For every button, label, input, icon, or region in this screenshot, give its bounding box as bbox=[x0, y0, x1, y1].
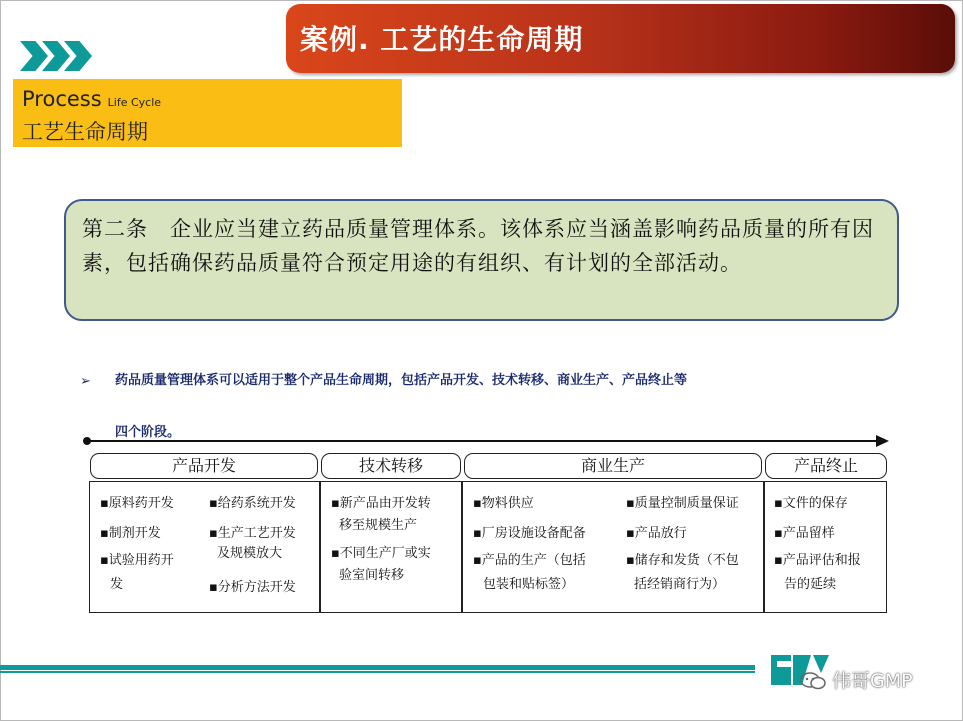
list-item: ▪分析方法开发 bbox=[209, 580, 296, 595]
stage-product-discontinuation: 产品终止 bbox=[765, 453, 887, 479]
footer-band bbox=[0, 665, 755, 670]
list-item: ▪新产品由开发转 bbox=[331, 496, 431, 511]
slide-title: 案例. 工艺的生命周期 bbox=[300, 23, 584, 56]
list-item: ▪储存和发货（不包 bbox=[626, 553, 739, 568]
list-item: ▪试验用药开 bbox=[100, 553, 174, 568]
list-item: 告的延续 bbox=[784, 577, 837, 592]
list-item: ▪产品留样 bbox=[774, 526, 835, 541]
dev-right-cell bbox=[209, 494, 296, 598]
list-item: ▪产品评估和报 bbox=[774, 553, 861, 568]
transfer-cell bbox=[331, 494, 431, 586]
watermark-text: 伟哥GMP bbox=[832, 670, 913, 692]
list-item: ▪原料药开发 bbox=[100, 496, 174, 511]
list-item: 发 bbox=[110, 577, 124, 592]
list-item: 及规模放大 bbox=[217, 546, 283, 561]
bullet-text-line1: 药品质量管理体系可以适用于整个产品生命周期，包括产品开发、技术转移、商业生产、产品终止等 bbox=[115, 373, 688, 388]
list-item: ▪产品的生产（包括 bbox=[473, 553, 586, 568]
section-title-en-small: Life Cycle bbox=[107, 96, 162, 109]
wechat-icon bbox=[800, 671, 827, 691]
list-item: ▪厂房设施设备配备 bbox=[473, 526, 586, 541]
list-item: 括经销商行为） bbox=[634, 577, 726, 592]
termination-cell bbox=[774, 494, 861, 595]
timeline-arrow-line bbox=[86, 440, 882, 442]
list-item: 移至规模生产 bbox=[339, 518, 418, 533]
column-divider bbox=[461, 481, 463, 613]
column-divider bbox=[763, 481, 765, 613]
timeline-arrow-head-icon bbox=[876, 435, 889, 447]
stage-technology-transfer: 技术转移 bbox=[321, 453, 461, 479]
footer-band-thin bbox=[0, 671, 755, 673]
section-title-en-main: Process bbox=[22, 87, 102, 111]
column-divider bbox=[319, 481, 321, 613]
list-item: ▪质量控制质量保证 bbox=[626, 496, 739, 511]
production-left-cell bbox=[473, 494, 586, 595]
list-item: ▪不同生产厂或实 bbox=[331, 546, 431, 561]
list-item: ▪产品放行 bbox=[626, 526, 687, 541]
bullet-text-line2: 四个阶段。 bbox=[115, 425, 181, 440]
section-title-cn: 工艺生命周期 bbox=[22, 120, 148, 144]
list-item: 包装和贴标签） bbox=[483, 577, 575, 592]
list-item: ▪文件的保存 bbox=[774, 496, 848, 511]
regulation-quote-text: 第二条 企业应当建立药品质量管理体系。该体系应当涵盖影响药品质量的所有因素，包括确保药品质量符合预定用途的有组织、有计划的全部活动。 bbox=[82, 217, 874, 275]
bullet-text bbox=[115, 371, 895, 443]
list-item: ▪给药系统开发 bbox=[209, 496, 296, 511]
production-right-cell bbox=[626, 494, 739, 595]
stage-product-development: 产品开发 bbox=[90, 453, 318, 479]
list-item: ▪制剂开发 bbox=[100, 526, 161, 541]
stage-commercial-manufacturing: 商业生产 bbox=[464, 453, 762, 479]
bullet-arrow-icon: ➢ bbox=[80, 374, 91, 389]
list-item: ▪生产工艺开发 bbox=[209, 526, 296, 541]
section-title-en bbox=[22, 87, 161, 111]
dev-left-cell bbox=[100, 494, 174, 595]
list-item: 验室间转移 bbox=[339, 568, 405, 583]
list-item: ▪物料供应 bbox=[473, 496, 534, 511]
